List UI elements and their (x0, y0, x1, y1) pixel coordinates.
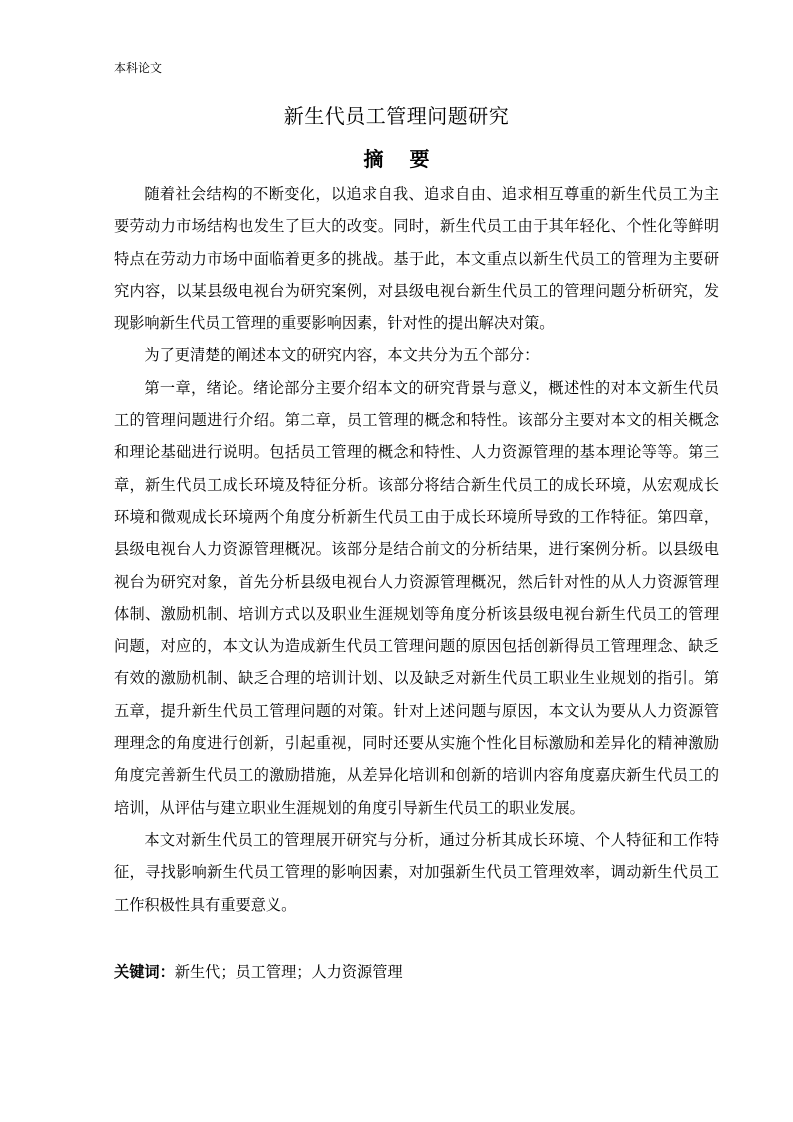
abstract-heading-char-1: 摘 (363, 147, 384, 171)
abstract-paragraph-3: 第一章，绪论。绪论部分主要介绍本文的研究背景与意义，概述性的对本文新生代员工的管理问题进行介绍。第二章，员工管理的概念和特性。该部分主要对本文的相关概念和理论基础进行说明。包括员工管理的概念和特性、人力资源管理的基本理论等等。第三章，新生代员工成长环境及特征分析。该部分将结合新生代员工的成长环境，从宏观成长环境和微观成长环境两个角度分析新生代员工由于成长环境所导致的工作特征。第四章，县级电视台人力资源管理概况。该部分是结合前文的分析结果，进行案例分析。以县级电视台为研究对象，首先分析县级电视台人力资源管理概况，然后针对性的从人力资源管理体制、激励机制、培训方式以及职业生涯规划等角度分析该县级电视台新生代员工的管理问题，对应的，本文认为造成新生代员工管理问题的原因包括创新得员工管理理念、缺乏有效的激励机制、缺乏合理的培训计划、以及缺乏对新生代员工职业生业规划的指引。第五章，提升新生代员工管理问题的对策。针对上述问题与原因，本文认为要从人力资源管理理念的角度进行创新，引起重视，同时还要从实施个性化目标激励和差异化的精神激励角度完善新生代员工的激励措施，从差异化培训和创新的培训内容角度嘉庆新生代员工的培训，从评估与建立职业生涯规划的角度引导新生代员工的职业发展。 (114, 378, 719, 817)
abstract-body (114, 178, 719, 921)
paper-title: 新生代员工管理问题研究 (283, 104, 510, 128)
abstract-paragraph-4: 本文对新生代员工的管理展开研究与分析，通过分析其成长环境、个人特征和工作特征，寻找影响新生代员工管理的影响因素，对加强新生代员工管理效率，调动新生代员工工作积极性具有重要意义。 (114, 830, 719, 914)
keywords-value: 新生代；员工管理；人力资源管理 (174, 963, 403, 981)
keywords-label: 关键词： (114, 963, 175, 981)
abstract-heading-char-2: 要 (409, 147, 430, 171)
abstract-paragraph-2: 为了更清楚的阐述本文的研究内容，本文共分为五个部分： (144, 346, 540, 365)
keywords-line (114, 958, 719, 986)
abstract-paragraph-1: 随着社会结构的不断变化，以追求自我、追求自由、追求相互尊重的新生代员工为主要劳动力市场结构也发生了巨大的改变。同时，新生代员工由于其年轻化、个性化等鲜明特点在劳动力市场中面临着更多的挑战。基于此，本文重点以新生代员工的管理为主要研究内容，以某县级电视台为研究案例，对县级电视台新生代员工的管理问题分析研究，发现影响新生代员工管理的重要影响因素，针对性的提出解决对策。 (114, 185, 719, 333)
running-head: 本科论文 (114, 61, 163, 75)
abstract-heading (0, 145, 793, 173)
